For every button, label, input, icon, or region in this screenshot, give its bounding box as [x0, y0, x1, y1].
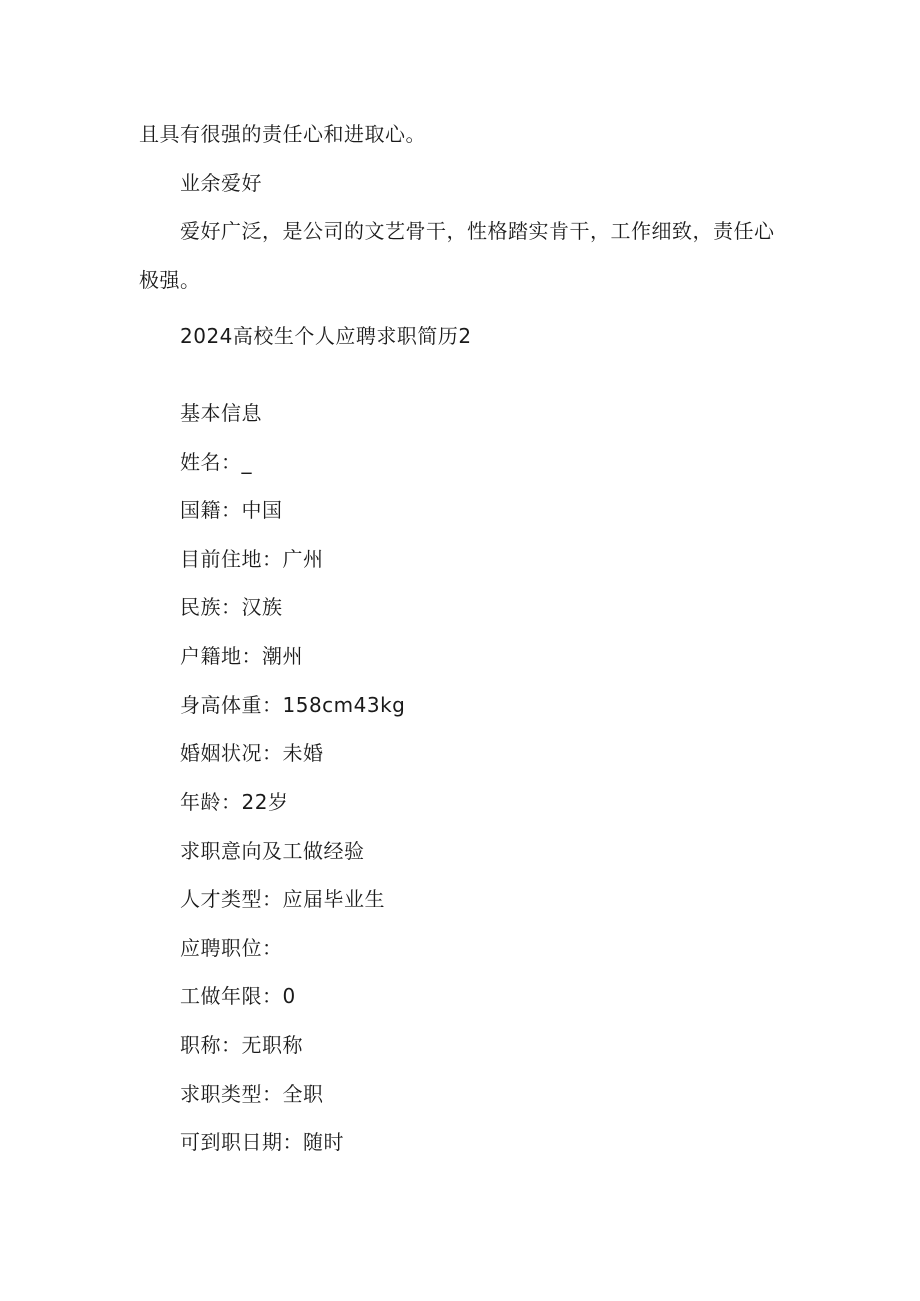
field-available-date: 可到职日期：随时: [180, 1130, 344, 1154]
paragraph-hobbies-line-2: 极强。: [139, 268, 201, 292]
field-age: 年龄：22岁: [180, 790, 289, 814]
paragraph-continuation: 且具有很强的责任心和进取心。: [139, 122, 426, 146]
field-professional-title: 职称：无职称: [180, 1033, 303, 1057]
resume-title: 2024高校生个人应聘求职简历2: [180, 324, 472, 348]
field-ethnicity: 民族：汉族: [180, 595, 283, 619]
section-heading-basic-info: 基本信息: [180, 401, 262, 425]
field-position-applied: 应聘职位：: [180, 936, 283, 960]
field-years-experience: 工做年限：0: [180, 984, 296, 1008]
field-talent-type: 人才类型：应届毕业生: [180, 887, 385, 911]
section-heading-hobbies: 业余爱好: [180, 171, 262, 195]
field-current-residence: 目前住地：广州: [180, 547, 324, 571]
field-name: 姓名：_: [180, 450, 252, 474]
section-heading-job-intention: 求职意向及工做经验: [180, 839, 365, 863]
field-marital-status: 婚姻状况：未婚: [180, 741, 324, 765]
field-height-weight: 身高体重：158cm43kg: [180, 693, 406, 717]
field-hukou: 户籍地：潮州: [180, 644, 303, 668]
field-job-type: 求职类型：全职: [180, 1082, 324, 1106]
field-nationality: 国籍：中国: [180, 498, 283, 522]
paragraph-hobbies-line-1: 爱好广泛，是公司的文艺骨干，性格踏实肯干，工作细致，责任心: [180, 219, 775, 243]
